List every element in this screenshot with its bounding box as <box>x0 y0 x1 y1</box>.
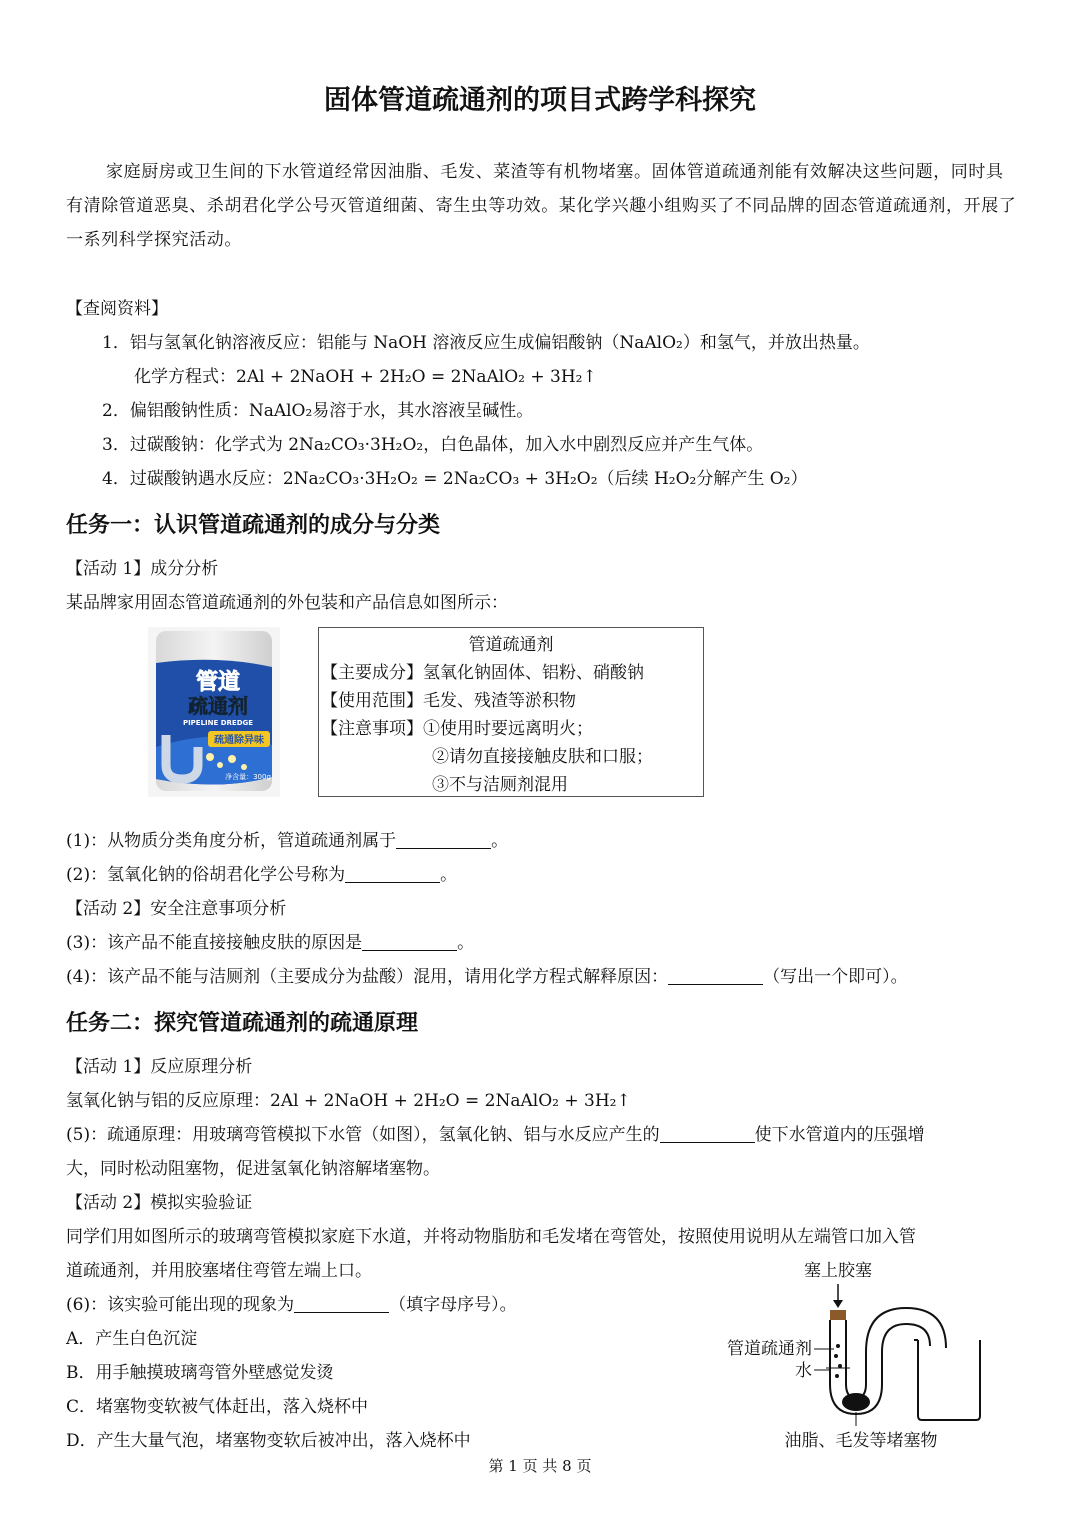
product-package-image <box>148 627 280 797</box>
task2-activity1: 【活动 1】反应原理分析 <box>66 1057 253 1077</box>
option-b: B．用手触摸玻璃弯管外壁感觉发烫 <box>66 1363 334 1383</box>
resource-item-4: 4．过碳酸钠遇水反应：2Na₂CO₃·3H₂O₂ = 2Na₂CO₃ + 3H₂O₂（后续 H₂O₂分解产生 O₂） <box>102 469 808 489</box>
info-box-notice-2: ②请勿直接接触皮肤和口服； <box>432 747 653 767</box>
task1-activity2: 【活动 2】安全注意事项分析 <box>66 899 287 919</box>
question-6: (6)：该实验可能出现的现象为 （填字母序号）。 <box>66 1295 517 1315</box>
question-1: (1)：从物质分类角度分析，管道疏通剂属于 。 <box>66 831 509 851</box>
task2-equation: 氢氧化钠与铝的反应原理：2Al + 2NaOH + 2H₂O = 2NaAlO₂ + 3H₂↑ <box>66 1091 631 1111</box>
task1-description: 某品牌家用固态管道疏通剂的外包装和产品信息如图所示： <box>66 593 508 613</box>
question-5-continued: 大，同时松动阻塞物，促进氢氧化钠溶解堵塞物。 <box>66 1159 440 1179</box>
task2-description-1: 同学们用如图所示的玻璃弯管模拟家庭下水道，并将动物脂肪和毛发堵在弯管处，按照使用说明从左端管口加入管 <box>66 1227 916 1247</box>
rubber-stopper <box>830 1310 846 1320</box>
answer-blank-5[interactable] <box>660 1124 755 1143</box>
info-box-title: 管道疏通剂 <box>468 635 554 655</box>
resource-item-1-equation: 化学方程式：2Al + 2NaOH + 2H₂O = 2NaAlO₂ + 3H₂↑ <box>134 367 597 387</box>
info-box-notice-1: 【注意事项】①使用时要远离明火； <box>321 719 593 739</box>
product-info-box <box>318 627 704 797</box>
resources-heading: 【查阅资料】 <box>66 299 168 319</box>
info-box-ingredients: 【主要成分】氢氧化钠固体、铝粉、硝酸钠 <box>321 663 644 683</box>
label-blockage: 油脂、毛发等堵塞物 <box>784 1431 938 1451</box>
package-tagline: 疏通除异味 <box>214 735 264 746</box>
option-c: C．堵塞物变软被气体赶出，落入烧杯中 <box>66 1397 369 1417</box>
task1-activity1: 【活动 1】成分分析 <box>66 559 219 579</box>
info-box-usage: 【使用范围】毛发、残渣等淤积物 <box>321 691 576 711</box>
task2-title: 任务二：探究管道疏通剂的疏通原理 <box>66 1011 419 1036</box>
package-net-weight: 净含量：300g <box>225 773 271 781</box>
info-box-notice-3: ③不与洁厕剂混用 <box>432 775 568 795</box>
answer-blank-3[interactable] <box>362 932 457 951</box>
answer-blank-6[interactable] <box>294 1294 389 1313</box>
resource-item-1: 1．铝与氢氧化钠溶液反应：铝能与 NaOH 溶液反应生成偏铝酸钠（NaAlO₂）和氢气，并放出热量。 <box>102 333 870 353</box>
question-2: (2)：氢氧化钠的俗胡君化学公号称为 。 <box>66 865 458 885</box>
package-english: PIPELINE DREDGE <box>182 719 254 727</box>
option-a: A．产生白色沉淀 <box>66 1329 198 1349</box>
option-d: D．产生大量气泡，堵塞物变软后被冲出，落入烧杯中 <box>66 1431 471 1451</box>
task2-activity2: 【活动 2】模拟实验验证 <box>66 1193 253 1213</box>
answer-blank-4[interactable] <box>668 966 763 985</box>
answer-blank-1[interactable] <box>396 830 491 849</box>
label-stopper: 塞上胶塞 <box>804 1261 872 1281</box>
page-title: 固体管道疏通剂的项目式跨学科探究 <box>324 85 756 116</box>
label-agent: 管道疏通剂 <box>727 1339 812 1359</box>
arrow-icon <box>833 1300 843 1308</box>
intro-paragraph: 家庭厨房或卫生间的下水管道经常因油脂、毛发、菜渣等有机物堵塞。固体管道疏通剂能有效解决这些问题，同时具有清除管道恶臭、杀胡君化学公号灭管道细菌、寄生虫等功效。某化学兴趣小组购买了不同品牌的固态管道疏通剂，开展了一系列科学探究活动。 <box>66 162 1017 250</box>
answer-blank-2[interactable] <box>345 864 440 883</box>
blockage <box>842 1393 870 1411</box>
page-footer: 第 1 页 共 8 页 <box>488 1457 592 1475</box>
task1-title: 任务一：认识管道疏通剂的成分与分类 <box>66 513 441 538</box>
experiment-diagram <box>706 1256 996 1452</box>
resource-item-2: 2．偏铝酸钠性质：NaAlO₂易溶于水，其水溶液呈碱性。 <box>102 401 534 421</box>
question-3: (3)：该产品不能直接接触皮肤的原因是 。 <box>66 933 475 953</box>
beaker <box>918 1340 980 1420</box>
package-brand-line2: 疏通剂 <box>188 694 248 718</box>
resource-item-3: 3．过碳酸钠：化学式为 2Na₂CO₃·3H₂O₂，白色晶体，加入水中剧烈反应并产生气体。 <box>102 435 764 455</box>
label-water: 水 <box>795 1361 812 1381</box>
question-4: (4)：该产品不能与洁厕剂（主要成分为盐酸）混用，请用化学方程式解释原因： （写出一个即可）。 <box>66 967 908 987</box>
task2-description-2: 道疏通剂，并用胶塞堵住弯管左端上口。 <box>66 1261 372 1281</box>
package-brand-line1: 管道 <box>195 670 241 695</box>
question-5: (5)：疏通原理：用玻璃弯管模拟下水管（如图），氢氧化钠、铝与水反应产生的 使下水管道内的压强增 <box>66 1125 925 1145</box>
